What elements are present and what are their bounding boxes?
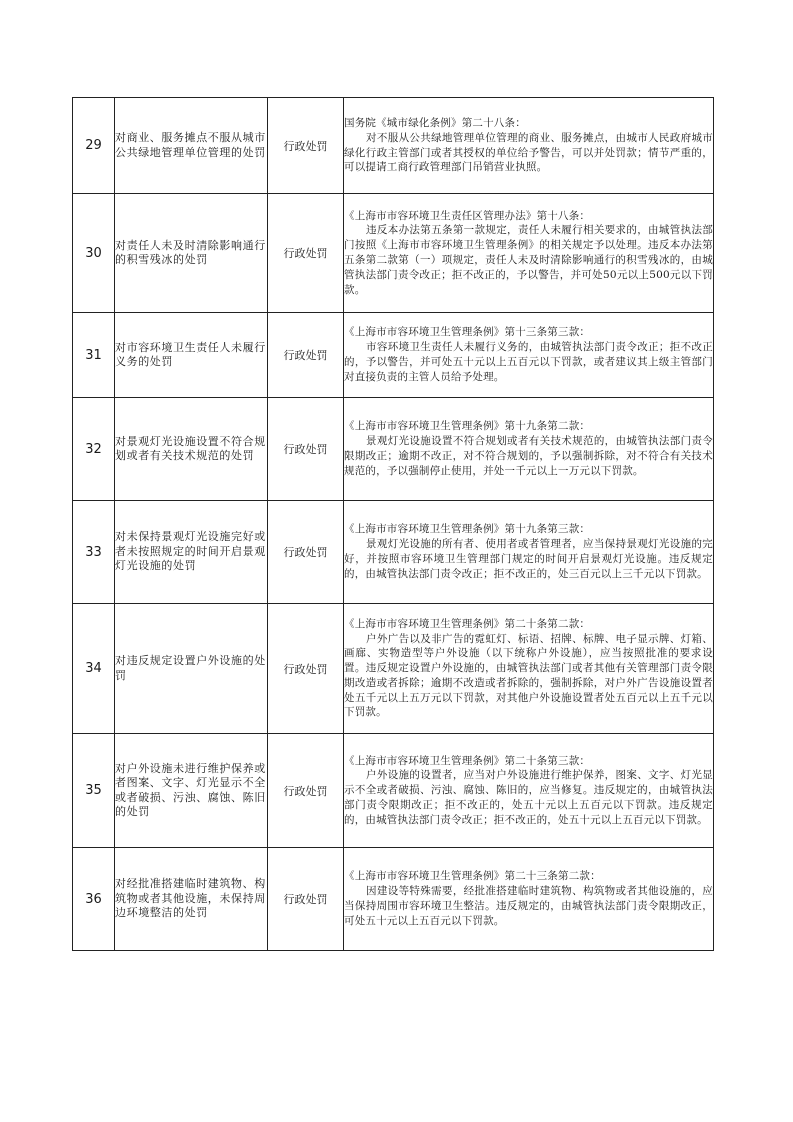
table-row: [73, 848, 714, 951]
legal-basis: [344, 98, 714, 194]
row-number: 33: [73, 501, 115, 604]
legal-basis-text: 户外广告以及非广告的霓虹灯、标语、招牌、标牌、电子显示牌、灯箱、画廊、实物造型等户外设施（以下统称户外设施），应当按照批准的要求设置。违反规定设置户外设施的，由城管执法部门或者其他有关管理部门责令限期改造或者拆除；逾期不改造或者拆除的，强制拆除，对户外广告设施设置者处五千元以上五万元以下罚款，对其他户外设施设置者处五百元以上五千元以下罚款。: [344, 632, 713, 719]
penalty-type: 行政处罚: [268, 98, 344, 194]
legal-basis: [344, 604, 714, 734]
legal-basis-title: 《上海市市容环境卫生管理条例》第二十条第二款：: [344, 617, 591, 630]
legal-basis-title: 《上海市市容环境卫生责任区管理办法》第十八条：: [344, 209, 591, 222]
penalty-type: 行政处罚: [268, 313, 344, 398]
penalty-type: 行政处罚: [268, 734, 344, 848]
item-name: 对景观灯光设施设置不符合规划或者有关技术规范的处罚: [115, 398, 268, 501]
row-number: 36: [73, 848, 115, 951]
item-name: 对责任人未及时清除影响通行的积雪残冰的处罚: [115, 194, 268, 313]
penalty-type: 行政处罚: [268, 501, 344, 604]
legal-basis-title: 《上海市市容环境卫生管理条例》第十三条第三款：: [344, 326, 591, 339]
table-row: [73, 734, 714, 848]
table-row: [73, 604, 714, 734]
item-name: 对违反规定设置户外设施的处罚: [115, 604, 268, 734]
table-row: [73, 194, 714, 313]
legal-basis-text: 景观灯光设施设置不符合规划或者有关技术规范的，由城管执法部门责令限期改正；逾期不改正，对不符合规划的，予以强制拆除，对不符合有关技术规范的，予以强制停止使用，并处一千元以上一万元以下罚款。: [344, 435, 713, 477]
penalty-type: 行政处罚: [268, 398, 344, 501]
item-name: 对未保持景观灯光设施完好或者未按照规定的时间开启景观灯光设施的处罚: [115, 501, 268, 604]
legal-basis: [344, 313, 714, 398]
legal-basis-text: 市容环境卫生责任人未履行义务的，由城管执法部门责令改正；拒不改正的，予以警告，并可处五十元以上五百元以下罚款，或者建议其上级主管部门对直接负责的主管人员给予处理。: [344, 341, 713, 383]
legal-basis-title: 《上海市市容环境卫生管理条例》第二十条第三款：: [344, 754, 591, 767]
row-number: 30: [73, 194, 115, 313]
row-number: 35: [73, 734, 115, 848]
legal-basis-text: 对不服从公共绿地管理单位管理的商业、服务摊点，由城市人民政府城市绿化行政主管部门或者其授权的单位给予警告，可以并处罚款；情节严重的，可以提请工商行政管理部门吊销营业执照。: [344, 131, 713, 174]
row-number: 34: [73, 604, 115, 734]
item-name: 对户外设施未进行维护保养或者图案、文字、灯光显示不全或者破损、污浊、腐蚀、陈旧的处罚: [115, 734, 268, 848]
legal-basis: [344, 734, 714, 848]
item-name: 对商业、服务摊点不服从城市公共绿地管理单位管理的处罚: [115, 98, 268, 194]
legal-basis-text: 户外设施的设置者，应当对户外设施进行维护保养，图案、文字、灯光显示不全或者破损、污浊、腐蚀、陈旧的，应当修复。违反规定的，由城管执法部门责令限期改正；拒不改正的，处五十元以上五百元以下罚款。违反规定的，由城管执法部门责令改正；拒不改正的，处五十元以上五百元以下罚款。: [344, 769, 713, 826]
legal-basis-text: 因建设等特殊需要，经批准搭建临时建筑物、构筑物或者其他设施的，应当保持周围市容环境卫生整洁。违反规定的，由城管执法部门责令限期改正，可处五十元以上五百元以下罚款。: [344, 885, 713, 927]
legal-basis: [344, 398, 714, 501]
penalty-type: 行政处罚: [268, 194, 344, 313]
table-row: [73, 98, 714, 194]
legal-basis: [344, 501, 714, 604]
row-number: 29: [73, 98, 115, 194]
legal-basis-title: 《上海市市容环境卫生管理条例》第二十三条第二款：: [344, 870, 601, 883]
table-row: [73, 398, 714, 501]
item-name: 对经批准搭建临时建筑物、构筑物或者其他设施，未保持周边环境整洁的处罚: [115, 848, 268, 951]
legal-basis: [344, 194, 714, 313]
row-number: 32: [73, 398, 115, 501]
penalty-type: 行政处罚: [268, 848, 344, 951]
legal-basis-title: 国务院《城市绿化条例》第二十八条：: [344, 116, 526, 129]
legal-basis-title: 《上海市市容环境卫生管理条例》第十九条第三款：: [344, 523, 591, 536]
penalty-table-body: [73, 98, 714, 951]
penalty-table: [72, 97, 714, 951]
table-row: [73, 501, 714, 604]
legal-basis-text: 违反本办法第五条第一款规定，责任人未履行相关要求的，由城管执法部门按照《上海市市容环境卫生管理条例》的相关规定予以处理。违反本办法第五条第二款第（一）项规定，责任人未及时清除影响通行的积雪残冰的，由城管执法部门责令改正；拒不改正的，予以警告，并可处50元以上500元以下罚款。: [344, 224, 713, 296]
table-row: [73, 313, 714, 398]
item-name: 对市容环境卫生责任人未履行义务的处罚: [115, 313, 268, 398]
legal-basis-title: 《上海市市容环境卫生管理条例》第十九条第二款：: [344, 420, 591, 433]
penalty-type: 行政处罚: [268, 604, 344, 734]
legal-basis-text: 景观灯光设施的所有者、使用者或者管理者，应当保持景观灯光设施的完好，并按照市容环境卫生管理部门规定的时间开启景观灯光设施。违反规定的，由城管执法部门责令改正；拒不改正的，处三百元以上三千元以下罚款。: [344, 538, 713, 580]
legal-basis: [344, 848, 714, 951]
row-number: 31: [73, 313, 115, 398]
